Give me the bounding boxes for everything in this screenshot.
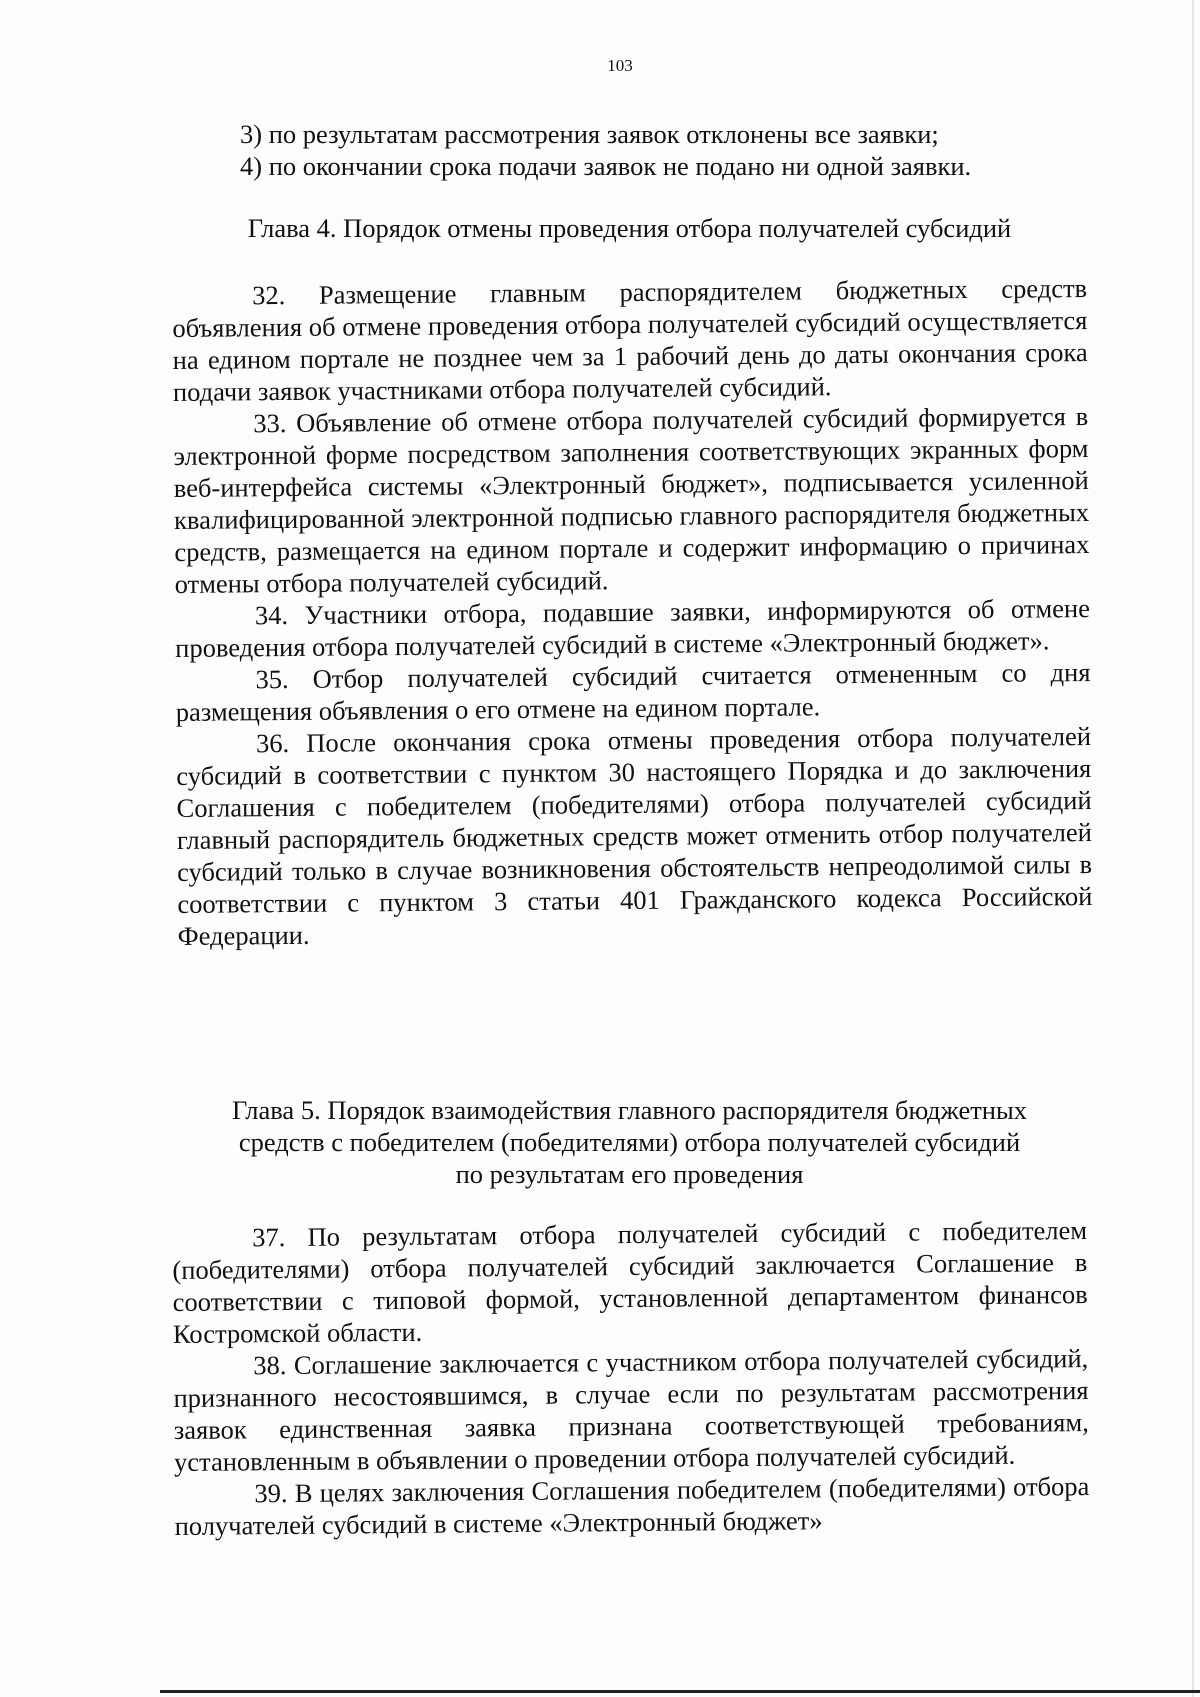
chapter-5-title-line: Глава 5. Порядок взаимодействия главного распорядителя бюджетных <box>231 1095 1028 1125</box>
paragraph-35: 35. Отбор получателей субсидий считается отмененным со дня размещения объявления о его отмене на едином портале. <box>175 657 1091 727</box>
paragraph-37: 37. По результатам отбора получателей субсидий с победителем (победителями) отбора получателей субсидий заключается Соглашение в соответствии с типовой формой, установленной департаментом финансов Костромской области. <box>172 1215 1088 1349</box>
paragraph-36: 36. После окончания срока отмены проведения отбора получателей субсидий в соответствии с пунктом 30 настоящего Порядка и до заключения Соглашения с победителем (победителями) отбора получателей субсидий главный распорядитель бюджетных средств может отменить отбор получателей субсидий только в случае возникновения обстоятельств непреодолимой силы в соответствии с пунктом 3 статьи 401 Гражданского кодекса Российской Федерации. <box>176 720 1093 951</box>
chapter-5-title-line: средств с победителем (победителями) отбора получателей субсидий <box>238 1127 1021 1157</box>
conditions-list <box>172 118 1087 182</box>
chapter-5-heading-block <box>172 1094 1087 1190</box>
paragraph-32: 32. Размещение главным распорядителем бюджетных средств объявления об отмене проведения отбора получателей субсидий осуществляется на едином портале не позднее чем за 1 рабочий день до даты окончания срока подачи заявок участниками отбора получателей субсидий. <box>172 273 1088 407</box>
chapter-4-body <box>172 272 1093 952</box>
chapter-5-body <box>172 1214 1090 1542</box>
paragraph-38: 38. Соглашение заключается с участником отбора получателей субсидий, признанного несостоявшимся, в случае если по результатам рассмотрения заявок единственная заявка признана соответствующей требованиям, установленным в объявлении о проведении отбора получателей субсидий. <box>173 1343 1089 1477</box>
chapter-5-title-line: по результатам его проведения <box>455 1159 804 1189</box>
paragraph-34: 34. Участники отбора, подавшие заявки, информируются об отмене проведения отбора получателей субсидий в системе «Электронный бюджет». <box>175 593 1091 663</box>
scan-edge-line <box>1192 0 1194 1697</box>
page-number: 103 <box>607 56 633 75</box>
footer-rule <box>160 1690 1200 1693</box>
list-item: 3) по результатам рассмотрения заявок отклонены все заявки; <box>240 119 939 149</box>
list-item: 4) по окончании срока подачи заявок не подано ни одной заявки. <box>240 151 972 181</box>
chapter-4-heading-block <box>172 212 1087 244</box>
paragraph-39: 39. В целях заключения Соглашения победителем (победителями) отбора получателей субсидий в системе «Электронный бюджет» <box>174 1471 1090 1541</box>
paragraph-33: 33. Объявление об отмене отбора получателей субсидий формируется в электронной форме посредством заполнения соответствующих экранных форм веб-интерфейса системы «Электронный бюджет», подписывается усиленной квалифицированной электронной подписью главного распорядителя бюджетных средств, размещается на едином портале и содержит информацию о причинах отмены отбора получателей субсидий. <box>173 401 1090 599</box>
chapter-4-title: Глава 4. Порядок отмены проведения отбора получателей субсидий <box>247 213 1012 243</box>
